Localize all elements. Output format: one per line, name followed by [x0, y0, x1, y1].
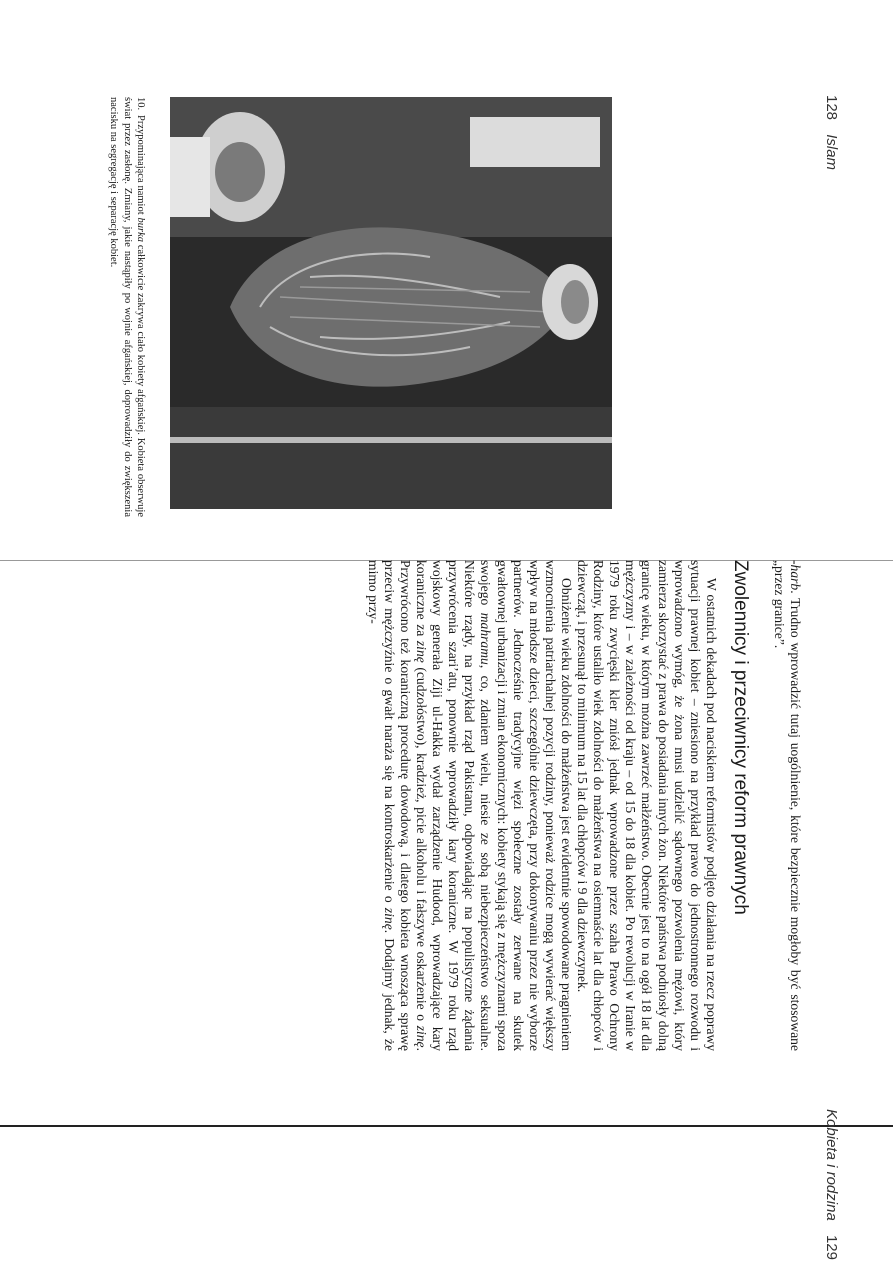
- caption-number: 10.: [135, 97, 146, 111]
- p2-text-1: Obniżenie wieku zdolności do małżeństwa jest ewidentnie spowodowane pragnieniem wzmocnienia patriarchalnej pozycji rodziny, ponieważ rodzice mogą wywierać większy wpływ na młodsze dzieci, szczególnie dziewczęta, przy dokonywaniu przez nie wyborze partnerów. Jednocześnie tradycyjne więzi społeczne zostały zerwane na skutek gwałtownej urbanizacji i zmian ekonomicznych: kobiety stykają się z mężczyznami spoza swojego: [478, 560, 574, 1051]
- photo-illustration: [170, 97, 612, 509]
- left-page-number: 128: [823, 95, 840, 121]
- p2-term-zine-2: zinę: [414, 1025, 430, 1048]
- left-running-head: [812, 95, 840, 395]
- right-running-title: Kobieta i rodzina: [823, 1109, 840, 1221]
- section-heading: Zwolennicy i przeciwnicy reform prawnych: [729, 560, 751, 915]
- p2-term-zine-3: zinę: [381, 907, 397, 930]
- right-page-body: [73, 560, 803, 1051]
- right-page-number: 129: [823, 1234, 840, 1260]
- p2-term-mahramu: mahramu: [478, 612, 494, 665]
- left-running-title: Islam: [823, 134, 840, 171]
- bottom-edge-rule: [0, 1125, 893, 1127]
- paragraph-1-text: W ostatnich dekadach pod naciskiem reformistów podjęto działania na rzecz poprawy sytuacji prawnej kobiet – zniesiono na przykład prawo do jednostronnego rozwodu i wprowadzono wymóg, że żona musi udzielić sądownego pozwolenia mężowi, który zamierza skorzystać z prawa do posiadania innych żon. Niektóre państwa podniosły dolną granicę wieku, w którym można zawrzeć małżeństwo. Obecnie jest to na ogół 18 lat dla mężczyzny i – w zależności od kraju – od 15 do 18 dla kobiet. Po rewolucji w Iranie w 1979 roku zwycięski kler zniósł jednak wprowadzone przez szaha Prawo Ochrony Rodziny, które ustaliło wiek zdolności do małżeństwa na osiemnaście lat dla chłopców i dziewcząt, i przesunął to minimum na 15 lat dla chłopców i 9 dla dziewczynek.: [575, 560, 719, 1051]
- photo-caption: [67, 97, 147, 517]
- p2-text-5: . Dodajmy jednak, że mimo przy-: [365, 560, 397, 1051]
- p2-text-2: , co, zdaniem wielu, niesie ze sobą niebezpieczeństwo seksualne. Niektóre rządy, na przykład rząd Pakistanu, odpowiadając na populistyczne żądania przywrócenia szari’atu, ponownie wprowadziły kary koraniczne. W 1979 roku rząd wojskowy generała Ziji ul-Hakka wydał zarządzenie Hudood, wprowadzające kary koraniczne za: [414, 560, 494, 1051]
- intro-text: . Trudno wprowadzić tutaj uogólnienie, które bezpiecznie mogłoby być stosowane „przez granice”.: [771, 560, 803, 1051]
- p2-term-zine-1: zinę: [414, 640, 430, 663]
- caption-text-1: Przypominająca namiot: [135, 114, 146, 218]
- burka-photograph: [170, 97, 612, 509]
- intro-term: -harb: [788, 560, 803, 591]
- p2-text-4: . Przywrócono też koraniczną procedurę dowodową, i dlatego kobieta wnosząca sprawę przeciw mężczyźnie o gwałt naraża się na kontroskarżenie o: [381, 560, 430, 1051]
- caption-term-burka: burka: [135, 217, 146, 242]
- intro-paragraph: [771, 560, 803, 1051]
- p2-text-3: (cudzołóstwo), kradzież, picie alkoholu i fałszywe oskarżenie o: [414, 662, 430, 1026]
- paragraph-1: [574, 560, 719, 1051]
- caption-text-2: całkowicie zakrywa ciało kobiety afgańskiej. Kobieta obserwuje świat przez zasłonę. Zmiany, jakie nastąpiły po wojnie afgańskiej, doprowadziły do zwiększenia nacisku na segregację i separację kobiet.: [108, 97, 146, 518]
- paragraph-2: [365, 560, 574, 1051]
- right-running-head: [812, 770, 840, 1260]
